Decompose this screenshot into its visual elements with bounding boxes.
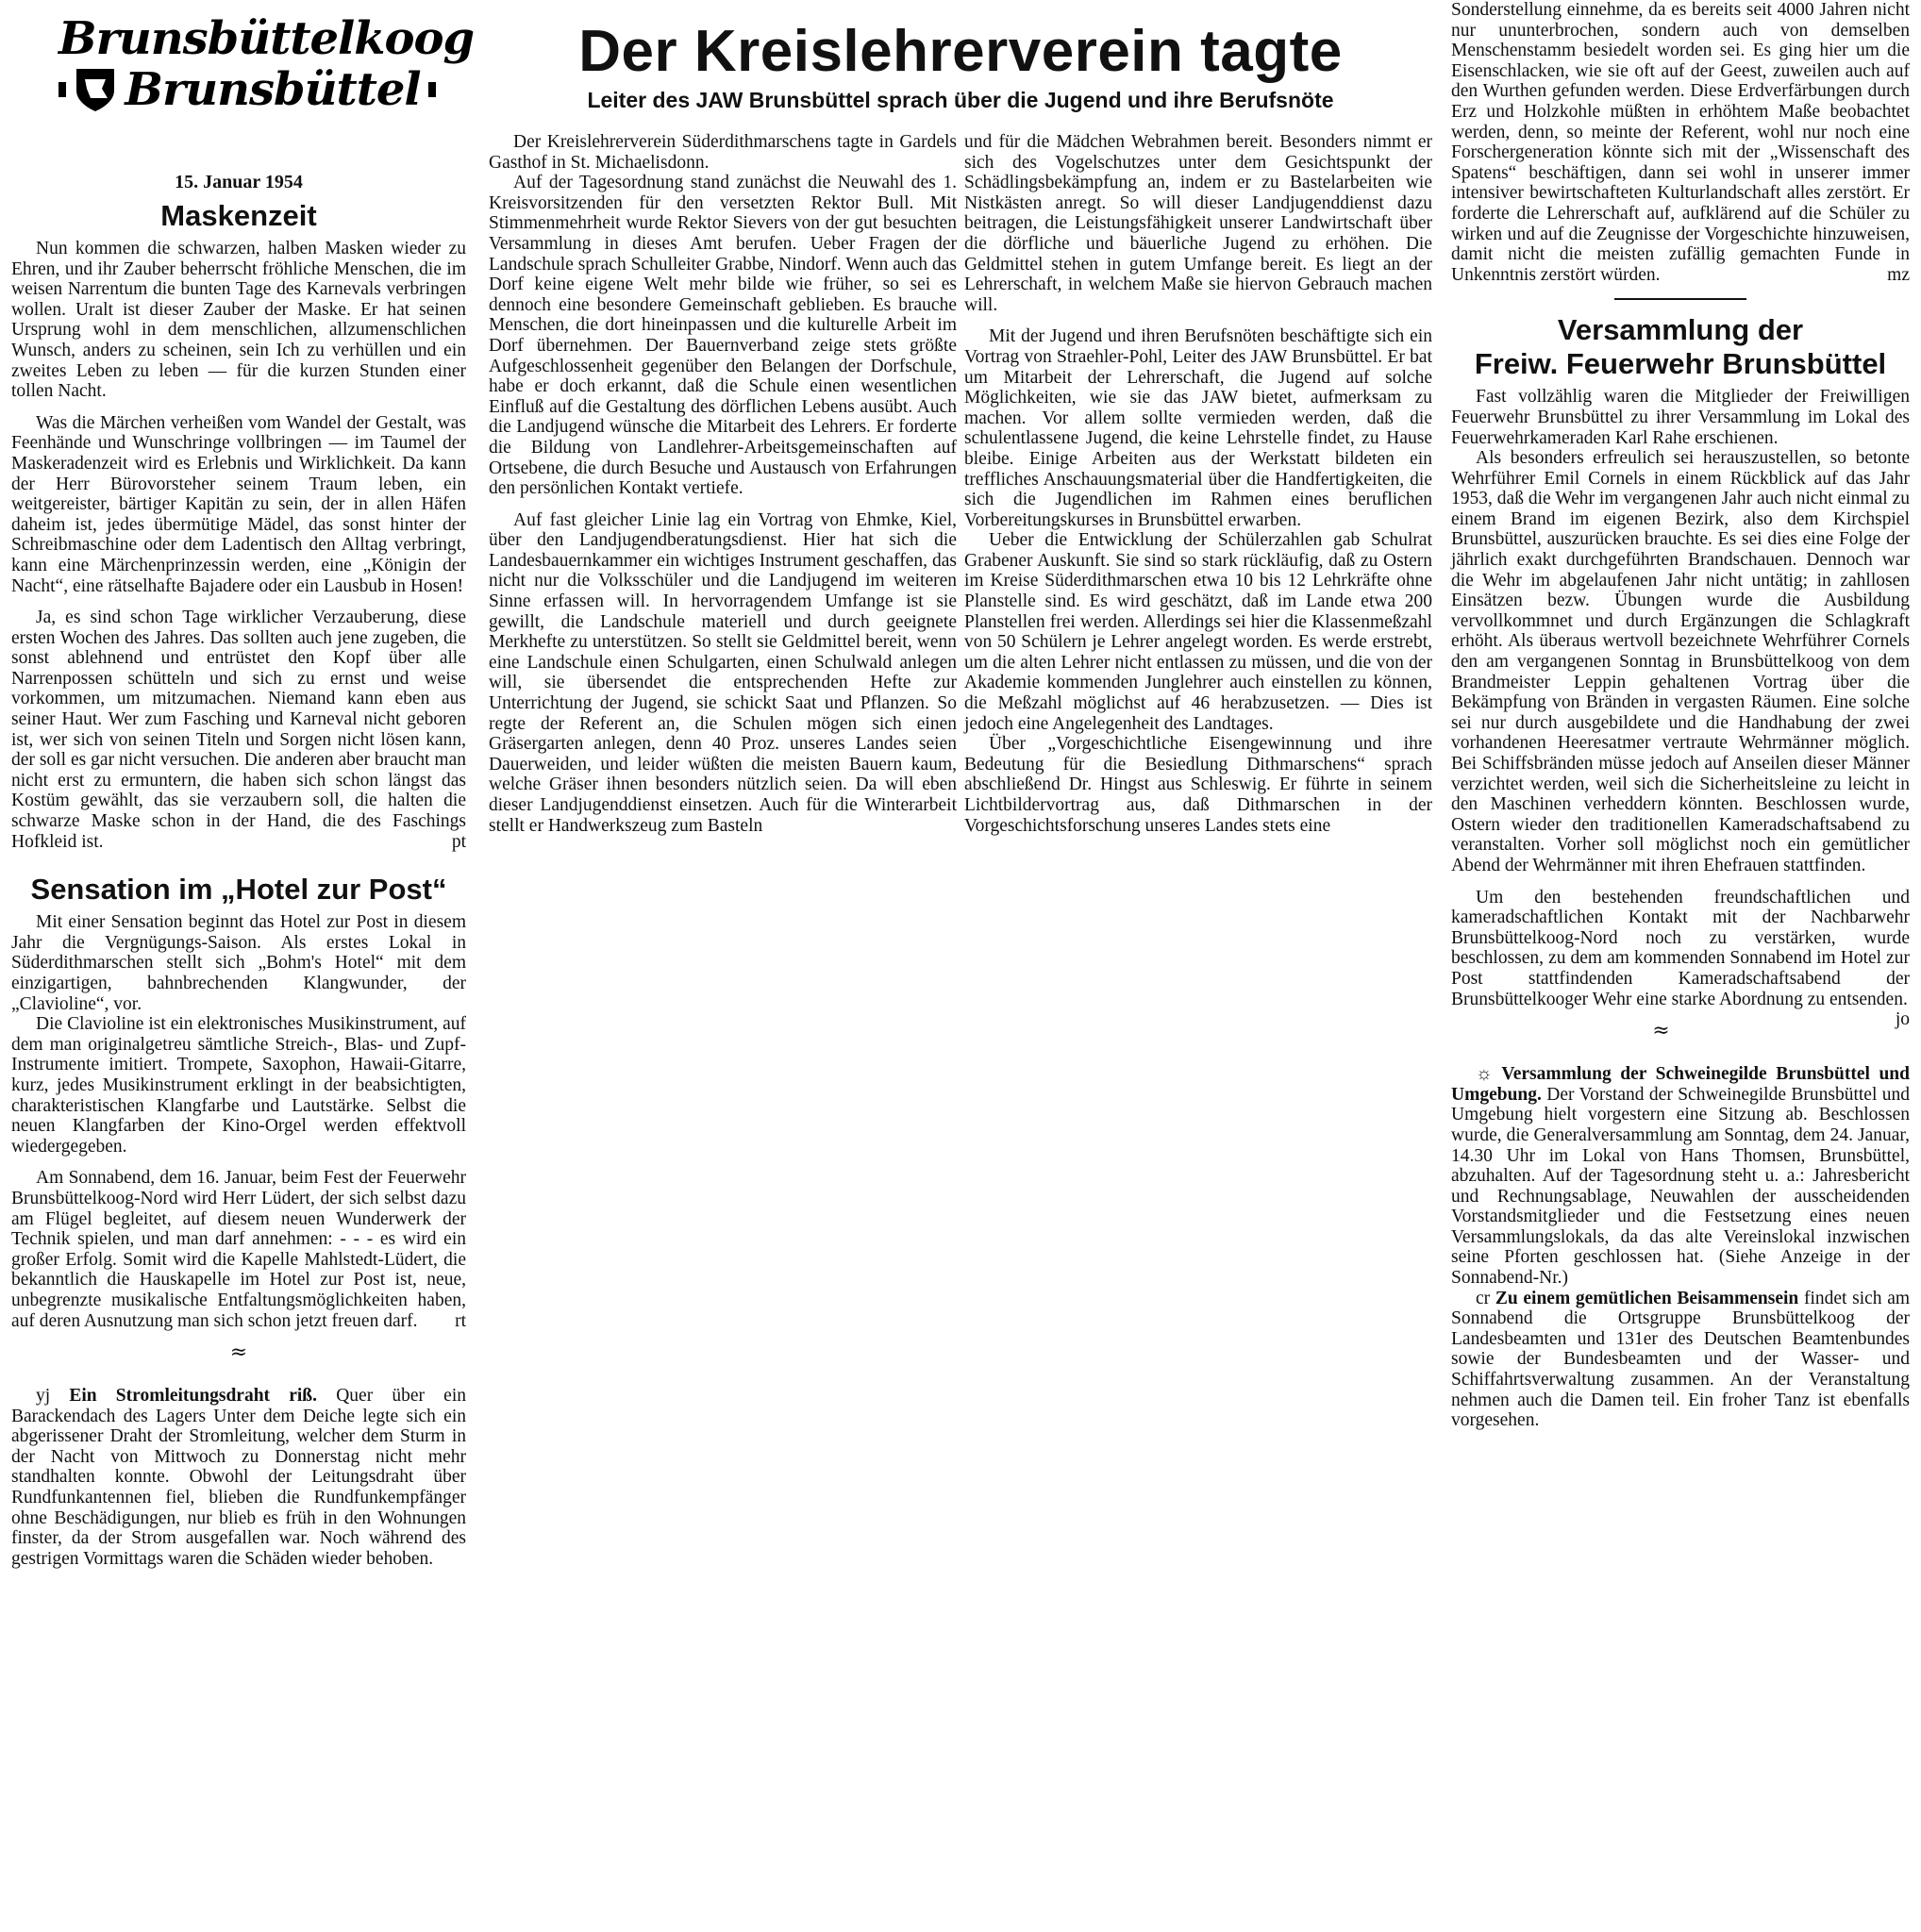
sensation-signature: rt	[455, 1310, 466, 1331]
article-column-right	[964, 132, 1432, 836]
schweinegilde-paragraph	[1451, 1064, 1910, 1289]
article-continuation	[1451, 0, 1910, 285]
spacer	[11, 596, 466, 608]
masthead-bar-right	[428, 82, 436, 97]
spacer	[964, 315, 1432, 326]
feuerwehr-signature: jo	[1895, 1009, 1910, 1030]
continuation-signature: mz	[1887, 264, 1910, 285]
column-middle-heading	[489, 0, 1432, 113]
article-paragraph: Der Kreislehrerverein Süderdithmarschens tagte in Gardels Gasthof in St. Michaelisdonn.	[489, 132, 957, 173]
spacer	[11, 402, 466, 413]
article-column-left	[489, 132, 957, 836]
spacer	[1451, 1053, 1910, 1064]
continuation-text: Sonderstellung einnehme, da es bereits seit 4000 Jahren nicht nur ununterbrochen, sondern auch von demselben Menschenstamm besiedelt worden sei. Es ging hier um die Eisenschlacken, wie sie oft auf der Geest, zuweilen auch auf den Wurthen gefunden werden. Diese Erdverfärbungen durch Erz und Holzkohle müßten in erhöhtem Maße beobachtet werden, denn, so meinte der Referent, wohl nur noch eine Forschergeneration könnte sich mit der „Wissenschaft des Spatens“ beschäftigen, dann sei wohl in unserer immer intensiver bewirtschafteten Kulturlandschaft alles zerstört. Er forderte die Lehrerschaft auf, aufklärend auf die Schüler zu wirken und auf die Zeugnisse der Vorgeschichte hinzuweisen, damit nicht die meisten zufällig gemachten Funde in Unkenntnis zerstört würden.	[1451, 0, 1910, 285]
strom-paragraph	[11, 1386, 466, 1569]
section-divider: ≈	[1652, 1019, 1670, 1043]
column-right	[1451, 0, 1910, 1431]
beisammensein-text: findet sich am Sonnabend die Ortsgruppe Brunsbüttelkoog der Landesbeamten und 131er des Deutschen Beamtenbundes sowie der Bundesbeamten und der Wasser- und Schiffahrtsverwaltung zusammen. An der Veranstaltung nehmen auch die Damen teil. Ein froher Tanz ist ebenfalls vorgesehen.	[1451, 1288, 1911, 1431]
spacer	[489, 499, 957, 510]
masthead-line2-row	[58, 64, 436, 115]
maskenzeit-paragraph: Nun kommen die schwarzen, halben Masken wieder zu Ehren, und ihr Zauber beherrscht fröhliche Menschen, die im weisen Narrentum die bunten Tage des Karnevals verbringen wollen. Uralt ist dieser Zauber der Maske. Er hat seinen Ursprung wohl in dem menschlichen, allzumenschlichen Wunsch, anders zu scheinen, sein Ich zu verhüllen und ein zweites Leben zu leben — für die kurzen Stunden einer tollen Nacht.	[11, 239, 466, 402]
masthead-bar-left	[58, 82, 66, 97]
strom-text: Quer über ein Barackendach des Lagers Unter dem Deiche legte sich ein abgerissener Draht der Stromleitung, welcher dem Sturm in der Nacht von Mittwoch zu Donnerstag nicht mehr standhalten konnte. Obwohl der Leitungsdraht über Rundfunkantennen fiel, blieben die Rundfunkempfänger ohne Beschädigungen, nur blieb es früh in den Wohnungen finster, da der Strom ausgefallen war. Noch während des gestrigen Vormittags waren die Schäden wieder behoben.	[11, 1386, 467, 1569]
masthead-line1: Brunsbüttelkoog	[58, 12, 475, 65]
strom-title: Ein Stromleitungsdraht riß.	[69, 1386, 318, 1407]
spacer	[1451, 876, 1910, 888]
feuerwehr-paragraph-text: Um den bestehenden freundschaftlichen und kameradschaftlichen Kontakt mit der Nachbarwehr Brunsbüttelkoog-Nord noch zu verstärken, wurde beschlossen, zu dem am kommenden Sonnabend im Hotel zur Post stattfindenden Kameradschaftsabend der Brunsbüttelkooger Wehr eine starke Abordnung zu entsenden.	[1451, 887, 1910, 1009]
dateline: 15. Januar 1954	[175, 172, 303, 192]
sensation-paragraph-text: Am Sonnabend, dem 16. Januar, beim Fest der Feuerwehr Brunsbüttelkoog-Nord wird Herr Lüdert, der sich selbst dazu am Flügel begleitet, auf diesem neuen Wunderwerk der Technik spielen, und man darf annehmen: - - - es wird ein großer Erfolg. Somit wird die Kapelle Mahlstedt-Lüdert, die bekanntlich die Hauskapelle im Hotel zur Post ist, neue, unbegrenzte musikalische Entfaltungsmöglichkeiten haben, auf deren Ausnutzung man sich schon jetzt freuen darf.	[11, 1168, 466, 1331]
article-paragraph: Auf der Tagesordnung stand zunächst die Neuwahl des 1. Kreisvorsitzenden für den versetzten Rektor Bull. Mit Stimmenmehrheit wurde Rektor Sievers von der gut besuchten Versammlung in dieses Amt berufen. Ueber Fragen der Landschule sprach Schulleiter Grabbe, Nindorf. Wenn auch das Dorf keine eigene Welt mehr bilde wie früher, so sei es dennoch eine besondere Gemeinschaft geblieben. Es brauche Menschen, die dort hineinpassen und die kulturelle Arbeit im Dorf übernehmen. Der Bauernverband zeige stets größte Aufgeschlossenheit gegenüber den Belangen der Dorfschule, habe er doch erkannt, daß die Schule einen wesentlichen Einfluß auf die Gestaltung des dörflichen Lebens ausübt. Auch die Landjugend wünsche die Mitarbeit des Lehrers. Er forderte die Bildung von Landlehrer-Arbeitsgemeinschaften auf Ortsebene, die durch Besuche und Austausch von Erfahrungen den persönlichen Kontakt vertiefe.	[489, 173, 957, 499]
section-divider: ≈	[229, 1341, 248, 1365]
spacer	[11, 1157, 466, 1168]
feuerwehr-title-line2: Freiw. Feuerwehr Brunsbüttel	[1474, 347, 1887, 381]
maskenzeit-paragraph-text: Ja, es sind schon Tage wirklicher Verzauberung, diese ersten Wochen des Jahres. Das sollten auch jene zugeben, die sonst ablehnend und entrüstet den Kopf über alle Narrenpossen schütteln und sich zu ernst und weise vorkommen, um mitzumachen. Niemand kann eben aus seiner Haut. Wer zum Fasching und Karneval nicht geboren ist, wer sich von seinen Titeln und Sorgen nicht lösen kann, der soll es gar nicht versuchen. Die anderen aber braucht man nicht erst zu ermuntern, die haben sich schon längst das Kostüm gewählt, das sie verzaubern soll, die halten die schwarze Maske schon in der Hand, die des Faschings Hofkleid ist.	[11, 608, 466, 852]
article-paragraph: Über „Vorgeschichtliche Eisengewinnung und ihre Bedeutung für die Besiedlung Dithmarschens“ sprach abschließend Dr. Hingst aus Schleswig. Er führte in seinem Lichtbildervortrag aus, daß Dithmarschen in der Vorgeschichtsforschung unseres Landes stets eine	[964, 734, 1432, 836]
beisammensein-paragraph	[1451, 1289, 1910, 1431]
article-paragraph: und für die Mädchen Webrahmen bereit. Besonders nimmt er sich des Vogelschutzes unter dem Gesichtspunkt der Schädlingsbekämpfung an, indem er zu Bastelarbeiten wie Nistkästen anregt. So will dieser Landjugenddienst dazu beitragen, die Leistungsfähigkeit unserer Landwirtschaft über die dörfliche und bäuerliche Jugend zu erhöhen. Die Geldmittel stehen in gutem Umfange bereit. Es liegt an der Lehrerschaft, in welchem Maße sie hiervon Gebrauch machen will.	[964, 132, 1432, 315]
spacer	[11, 1374, 466, 1386]
article-subtitle: Leiter des JAW Brunsbüttel sprach über die Jugend und ihre Berufsnöte	[587, 88, 1334, 112]
section-rule	[1614, 298, 1746, 300]
article-paragraph: Ueber die Entwicklung der Schülerzahlen gab Schulrat Grabener Auskunft. Sie sind so stark rückläufig, daß zu Ostern im Kreise Süderdithmarschen etwa 10 bis 12 Lehrkräfte ohne Planstelle sind. Es wird geschätzt, daß im Lande etwa 200 Planstellen frei werden. Allerdings sei hier die Klassenmeßzahl von 50 Schülern je Lehrer angelegt worden. Es werde erstrebt, um die alten Lehrer nicht entlassen zu müssen, und die von der Akademie kommenden Junglehrer auch einstellen zu können, die Meßzahl möglichst auf 46 herabzusetzen. — Dies ist jedoch eine Angelegenheit des Landtages.	[964, 530, 1432, 734]
maskenzeit-title: Maskenzeit	[160, 199, 317, 232]
column-left	[11, 0, 475, 1569]
sensation-title: Sensation im „Hotel zur Post“	[30, 873, 447, 907]
star-icon: ☼	[1476, 1064, 1493, 1085]
sensation-paragraph	[11, 1168, 466, 1331]
maskenzeit-paragraph: Was die Märchen verheißen vom Wandel der Gestalt, was Feenhände und Wunschringe vollbringen — im Taumel der Maskeradenzeit wird es Erlebnis und Wirklichkeit. Da kann der Herr Bürovorsteher seinem Traum leben, ein weitgereister, bärtiger Kapitän zu sein, der in allen Häfen daheim ist, jedes übermütige Mädel, das sonst hinter der Schreibmaschine oder dem Ladentisch den Alltag verbringt, kann eine Märchenprinzessin werden, eine „Königin der Nacht“, eine rätselhafte Bajadere oder ein Lausbub in Hosen!	[11, 412, 466, 596]
sensation-paragraph: Mit einer Sensation beginnt das Hotel zur Post in diesem Jahr die Vergnügungs-Saison. Als erstes Lokal in Süderdithmarschen stellt sich „Bohm's Hotel“ mit dem einzigartigen, bahnbrechenden Klangwunder, der „Clavioline“, vor.	[11, 912, 466, 1014]
coat-of-arms-icon	[74, 66, 117, 113]
strom-prefix: yj	[36, 1386, 51, 1407]
feuerwehr-paragraph: Als besonders erfreulich sei herauszustellen, so betonte Wehrführer Emil Cornels in einem Rückblick auf das Jahr 1953, daß die Wehr im vergangenen Jahr auch nicht einmal zu einem Brand im eigenen Bezirk, also dem Kirchspiel Brunsbüttel, auszurücken brauchte. Es sei dies eine Folge der jährlich exakt durchgeführten Brandschauen. Dennoch war die Wehr im abgelaufenen Jahr nicht untätig; in zahllosen Einsätzen bezw. Übungen wurde die Ausbildung vervollkommnet und durch Ergänzungen die Schlagkraft erhöht. Als überaus wertvoll bezeichnete Wehrführer Cornels den am vergangenen Sonntag in Brunsbüttelkoog von dem Brandmeister Leppin gehaltenen Vortrag über die Bekämpfung von Bränden in vergasten Räumen. Eine solche sei nur durch ausgebildete und die Handhabung der zwei vorhandenen Heeresatmer vertraute Wehrmänner möglich. Bei Schiffsbränden müsse jedoch auf Anseilen dieser Männer verzichtet werden, weil sich die Sicherheitsleine zu leicht in den Maschinen verheddern könnten. Beschlossen wurde, Ostern wieder den traditionellen Kameradschaftsabend zu veranstalten. Vorher soll möglichst noch ein gemütlicher Abend der Wehrmänner mit ihren Ehefrauen stattfinden.	[1451, 448, 1910, 875]
article-paragraph: Auf fast gleicher Linie lag ein Vortrag von Ehmke, Kiel, über den Landjugendberatungsdienst. Hier hat sich die Landesbauernkammer ein wichtiges Instrument geschaffen, das nicht nur die Volksschüler und die Landjugend im weiteren Sinne erfassen will. In hervorragendem Umfange ist sie gewillt, die Landschule materiell und durch geeignete Merkhefte zu unterstützen. So stellt sie Geldmittel bereit, wenn eine Landschule einen Schulgarten, einen Schulwald anlegen will, sie übersendet die entsprechenden Hefte zur Unterrichtung der Jugend, sie schickt Saat und Pflanzen. So regte der Referent an, die Schulen mögen sich einen Gräsergarten anlegen, denn 40 Proz. unseres Landes seien Dauerweiden, und leider wüßten die meisten Bauern kaum, welche Gräser ihnen besonders nützlich seien. Da will eben dieser Landjugenddienst einsetzen. Auch für die Winterarbeit stellt er Handwerkszeug zum Basteln	[489, 509, 957, 836]
feuerwehr-paragraph	[1451, 887, 1910, 1030]
article-title: Der Kreislehrerverein tagte	[578, 19, 1343, 84]
feuerwehr-paragraph: Fast vollzählig waren die Mitglieder der Freiwilligen Feuerwehr Brunsbüttel zu ihrer Versammlung im Lokal des Feuerwehrkameraden Karl Rahe erschienen.	[1451, 387, 1910, 448]
beisammensein-prefix: cr	[1476, 1288, 1491, 1308]
schweinegilde-text: Der Vorstand der Schweinegilde Brunsbüttel und Umgebung hielt vorgestern eine Sitzung ab. Beschlossen wurde, die Generalversammlung am Sonntag, dem 24. Januar, 14.30 Uhr im Lokal von Hans Thomsen, Brunsbüttel, abzuhalten. Auf der Tagesordnung steht u. a.: Jahresbericht und Rechnungsablage, Neuwahlen der ausscheidenden Vorstandsmitglieder und die Festsetzung eines neuen Versammlungslokals, da das alte Vereinslokal inzwischen seine Pforten geschlossen hat. (Siehe Anzeige in der Sonnabend-Nr.)	[1451, 1084, 1910, 1289]
feuerwehr-title	[1451, 313, 1910, 381]
masthead-line2: Brunsbüttel	[125, 63, 421, 116]
maskenzeit-paragraph	[11, 608, 466, 852]
feuerwehr-title-line1: Versammlung der	[1557, 313, 1804, 347]
article-paragraph: Mit der Jugend und ihren Berufsnöten beschäftigte sich ein Vortrag von Straehler-Pohl, Leiter des JAW Brunsbüttel. Er bat um Mitarbeit der Lehrerschaft, die Jugend auf solche Möglichkeiten, wie sie das JAW bietet, aufmerksam zu machen. Vor allem sollte vermieden werden, daß die schulentlassene Jugend, die keine Lehrstelle findet, zu Hause bleibe. Einige Arbeiten aus der Werkstatt bildeten ein treffliches Anschauungsmaterial über die Handfertigkeiten, die sich die Jugendlichen im Rahmen eines beruflichen Vorbereitungskurses in Brunsbüttel erwarben.	[964, 326, 1432, 530]
schweinegilde-title: Versammlung der Schweinegilde Brunsbüttel und Umgebung.	[1451, 1064, 1910, 1105]
maskenzeit-signature: pt	[451, 831, 466, 852]
beisammensein-title: Zu einem gemütlichen Beisammensein	[1495, 1288, 1799, 1308]
sensation-paragraph: Die Clavioline ist ein elektronisches Musikinstrument, auf dem man originalgetreu sämtliche Streich-, Blas- und Zupf-Instrumente imitiert. Trompete, Saxophon, Hawaii-Gitarre, kurz, jedes Musikinstrument erklingt in der beabsichtigten, charakteristischen Klangfarbe und Lautstärke. Selbst die neuen Klangfarben der Kino-Orgel werden effektvoll wiedergegeben.	[11, 1014, 466, 1157]
masthead	[58, 12, 475, 155]
